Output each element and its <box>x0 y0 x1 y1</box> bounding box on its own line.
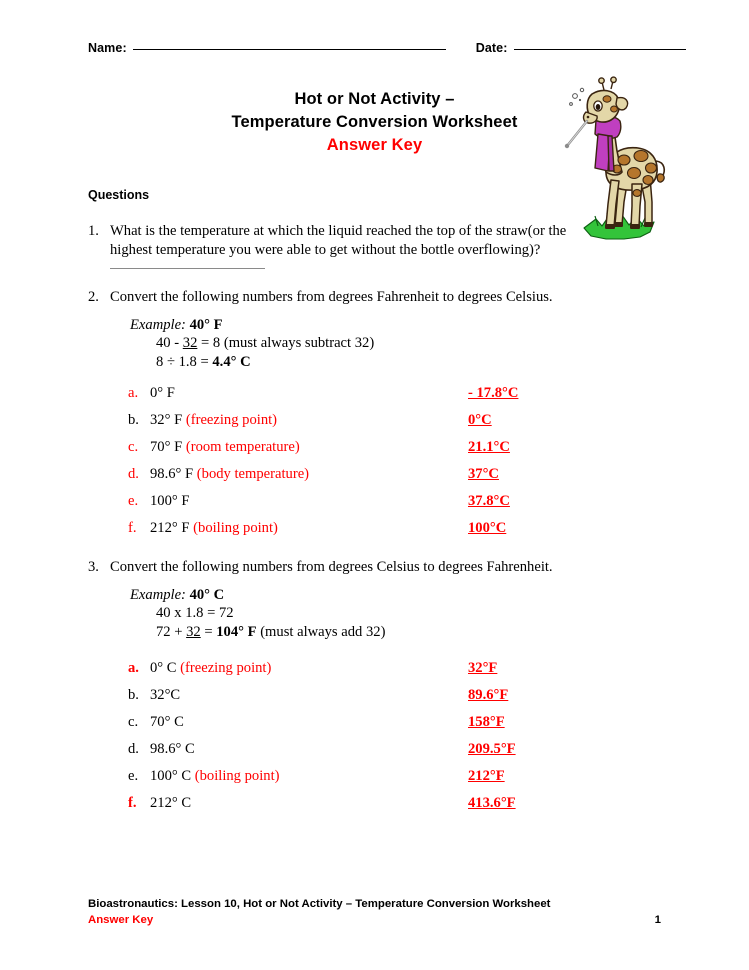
name-write-in-line[interactable] <box>133 49 446 50</box>
footer-title: Bioastronautics: Lesson 10, Hot or Not Activity – Temperature Conversion Worksheet <box>88 898 551 910</box>
item-value: 212° C <box>150 795 192 811</box>
item-note: (boiling point) <box>193 520 278 536</box>
question-3-number: 3. <box>88 559 99 575</box>
list-item <box>128 385 588 412</box>
item-answer: 158°F <box>468 714 505 730</box>
item-answer: 0°C <box>468 412 492 428</box>
example-2-header-value: 40° F <box>189 317 223 333</box>
question-1-text: What is the temperature at which the liquid reached the top of the straw(or the highest temperature you were able to get without the bottle overflowing)? <box>110 223 567 258</box>
title-line-2: Temperature Conversion Worksheet <box>231 113 518 131</box>
question-3-example <box>130 586 385 641</box>
question-2 <box>88 288 588 307</box>
item-letter: a. <box>128 660 139 676</box>
title-line-1: Hot or Not Activity – <box>294 90 455 108</box>
question-2-text: Convert the following numbers from degrees Fahrenheit to degrees Celsius. <box>110 289 553 305</box>
list-item <box>128 412 588 439</box>
item-letter: e. <box>128 493 139 509</box>
item-answer: - 17.8°C <box>468 385 519 401</box>
list-item <box>128 493 588 520</box>
item-letter: d. <box>128 466 139 482</box>
page-number: 1 <box>654 913 661 926</box>
item-letter: b. <box>128 687 139 703</box>
example-3-label: Example: <box>130 587 186 603</box>
question-2-number: 2. <box>88 289 99 305</box>
item-value: 98.6° F (body temperature) <box>150 466 310 482</box>
item-answer: 37°C <box>468 466 499 482</box>
date-label: Date: <box>475 41 508 55</box>
date-write-in-line[interactable] <box>514 49 686 50</box>
example-2-label: Example: <box>130 317 186 333</box>
question-1-number: 1. <box>88 223 99 239</box>
list-item <box>128 660 588 687</box>
item-answer: 100°C <box>468 520 507 536</box>
example-3-step1: 40 x 1.8 = 72 <box>156 605 234 622</box>
footer-answer-key: Answer Key <box>88 913 154 926</box>
item-value: 32° F (freezing point) <box>150 412 278 428</box>
list-item <box>128 795 588 822</box>
example-2-step1-pre: 40 - <box>156 335 183 352</box>
example-3-step2-mid: = <box>200 623 217 640</box>
name-date-header <box>88 41 661 55</box>
list-item <box>128 768 588 795</box>
item-letter: f. <box>128 520 137 536</box>
item-answer: 37.8°C <box>468 493 510 509</box>
item-value: 32°C <box>150 687 181 703</box>
example-3-header-value: 40° C <box>189 587 225 603</box>
name-label: Name: <box>88 41 127 55</box>
list-item <box>128 687 588 714</box>
item-value: 98.6° C <box>150 741 195 757</box>
item-answer: 21.1°C <box>468 439 510 455</box>
question-3 <box>88 558 588 577</box>
item-letter: c. <box>128 714 139 730</box>
title-answer-key: Answer Key <box>326 136 423 154</box>
item-value: 70° F (room temperature) <box>150 439 300 455</box>
item-note: (freezing point) <box>180 660 272 676</box>
item-value: 0° F <box>150 385 175 401</box>
item-letter: f. <box>128 795 137 811</box>
list-item <box>128 466 588 493</box>
question-3-item-list <box>128 660 588 822</box>
list-item <box>128 520 588 547</box>
item-note: (boiling point) <box>194 768 280 784</box>
example-2-step2-pre: 8 ÷ 1.8 = <box>156 353 213 370</box>
question-2-example <box>130 316 374 371</box>
example-3-step2-underlined: 32 <box>186 623 201 640</box>
item-letter: a. <box>128 385 139 401</box>
example-2-step1-post: = 8 (must always subtract 32) <box>197 335 375 352</box>
item-value: 0° C (freezing point) <box>150 660 272 676</box>
item-answer: 209.5°F <box>468 741 516 757</box>
example-3-step2-post: (must always add 32) <box>256 623 386 640</box>
question-2-item-list <box>128 385 588 547</box>
questions-heading: Questions <box>88 188 150 202</box>
item-letter: e. <box>128 768 139 784</box>
item-answer: 89.6°F <box>468 687 509 703</box>
item-answer: 32°F <box>468 660 498 676</box>
item-letter: c. <box>128 439 139 455</box>
list-item <box>128 439 588 466</box>
item-note: (room temperature) <box>185 439 300 455</box>
item-value: 212° F (boiling point) <box>150 520 278 536</box>
question-1-answer-line[interactable] <box>110 268 265 269</box>
list-item <box>128 741 588 768</box>
question-3-text: Convert the following numbers from degrees Celsius to degrees Fahrenheit. <box>110 559 553 575</box>
list-item <box>128 714 588 741</box>
example-3-step2-pre: 72 + <box>156 623 187 640</box>
item-note: (body temperature) <box>196 466 310 482</box>
item-note: (freezing point) <box>185 412 278 428</box>
item-value: 100° C (boiling point) <box>150 768 280 784</box>
page-footer <box>88 897 661 928</box>
giraffe-with-thermometer-icon <box>562 76 674 244</box>
item-value: 70° C <box>150 714 184 730</box>
example-3-step2-result: 104° F <box>216 623 257 640</box>
item-letter: d. <box>128 741 139 757</box>
item-answer: 212°F <box>468 768 505 784</box>
item-value: 100° F <box>150 493 190 509</box>
item-letter: b. <box>128 412 139 428</box>
question-1 <box>88 222 588 259</box>
example-2-step1-underlined: 32 <box>182 335 198 352</box>
item-answer: 413.6°F <box>468 795 516 811</box>
example-2-step2-result: 4.4° C <box>212 353 251 370</box>
